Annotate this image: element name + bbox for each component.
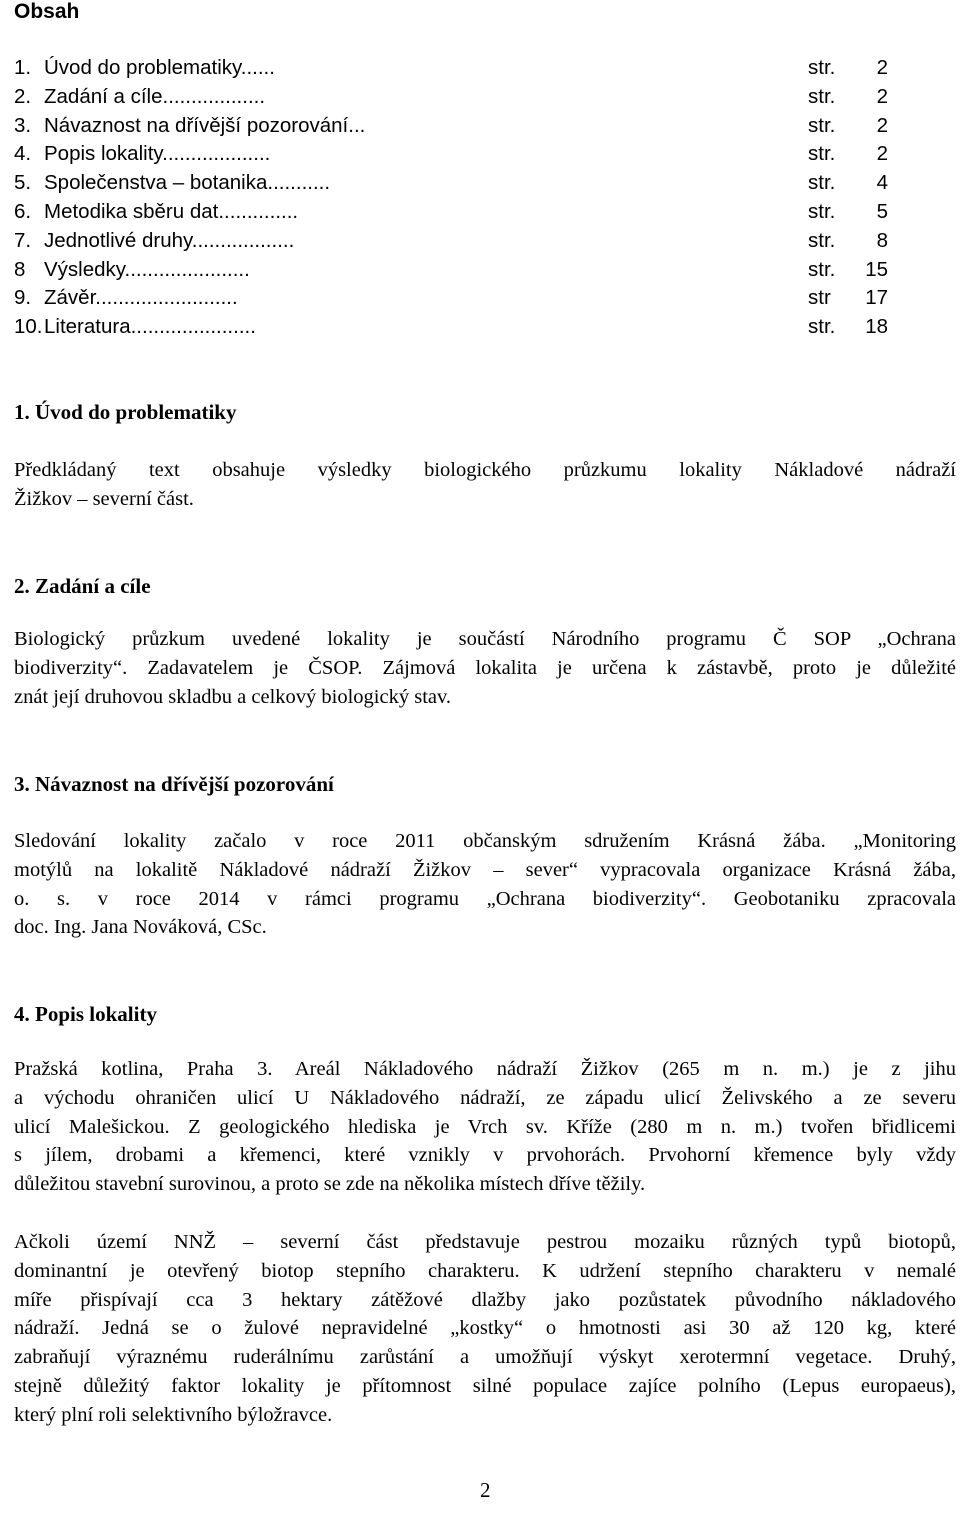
toc-item-str-label: str xyxy=(808,286,831,310)
toc-heading: Obsah xyxy=(14,0,80,23)
toc-item-title xyxy=(44,140,270,169)
toc-item-number: 8 xyxy=(14,257,26,281)
toc-item-leader-dots: ... xyxy=(348,113,366,137)
toc-item-page: 18 xyxy=(865,315,888,339)
paragraph-line: a východu ohraničen ulicí U Nákladového nádraží, ze západu ulicí Želivského a ze severu xyxy=(14,1086,956,1109)
toc-item-title-text: Zadání a cíle xyxy=(44,84,163,108)
toc-item-leader-dots: ......................... xyxy=(95,286,238,310)
toc-item xyxy=(14,313,914,342)
paragraph-line: nádraží. Jedná se o žulové nepravidelné „kostky“ o hmotnosti asi 30 až 120 kg, které xyxy=(14,1317,956,1340)
paragraph-line: s jílem, drobami a křemenci, které vznikly v prvohorách. Prvohorní křemence byly vždy xyxy=(14,1144,956,1167)
paragraph-line: Předkládaný text obsahuje výsledky biologického průzkumu lokality Nákladové nádraží xyxy=(14,459,956,481)
toc-item-page: 8 xyxy=(876,228,888,252)
toc-item-title xyxy=(44,284,238,313)
paragraph-line: Biologický průzkum uvedené lokality je součástí Národního programu Č SOP „Ochrana xyxy=(14,628,956,650)
toc-item-page: 17 xyxy=(865,286,888,310)
toc-item-number: 4. xyxy=(14,142,32,166)
toc-item-title xyxy=(44,198,298,227)
toc-item-str-label: str. xyxy=(808,315,836,339)
toc-item-title xyxy=(44,83,265,112)
toc-item-str-label: str. xyxy=(808,257,836,281)
toc-item-number: 3. xyxy=(14,113,32,137)
toc-item-title-text: Návaznost na dřívější pozorování xyxy=(44,113,349,137)
toc-item xyxy=(14,198,914,227)
section-body-4 xyxy=(14,1055,956,1199)
paragraph-line: o. s. v roce 2014 v rámci programu „Ochrana biodiverzity“. Geobotaniku zpracovala xyxy=(14,887,956,910)
paragraph-line: ulicí Malešickou. Z geologického hlediska je Vrch sv. Kříže (280 m n. m.) tvořen břidlicemi xyxy=(14,1115,956,1138)
section-body-2 xyxy=(14,625,956,711)
toc-item-str-label: str. xyxy=(808,228,836,252)
toc-item xyxy=(14,83,914,112)
paragraph-line: Žižkov – severní část. xyxy=(14,487,194,510)
toc-item-leader-dots: ...................... xyxy=(124,257,250,281)
paragraph-line: míře přispívají cca 3 hektary zátěžové dlažby jako pozůstatek původního nákladového xyxy=(14,1288,956,1311)
toc-item-title xyxy=(44,169,330,198)
paragraph-line: zabraňují výraznému ruderálnímu zarůstání a umožňují výskyt xerotermní vegetace. Druhý, xyxy=(14,1346,956,1369)
toc-item-number: 10. xyxy=(14,315,43,339)
toc-item-leader-dots: ........... xyxy=(267,171,331,195)
paragraph-line: znát její druhovou skladbu a celkový biologický stav. xyxy=(14,685,452,708)
toc-item xyxy=(14,256,914,285)
toc-item-number: 6. xyxy=(14,199,32,223)
paragraph-line: Pražská kotlina, Praha 3. Areál Nákladového nádraží Žižkov (265 m n. m.) je z jihu xyxy=(14,1058,956,1080)
section-heading-1: 1. Úvod do problematiky xyxy=(14,400,237,424)
paragraph-line: který plní roli selektivního býložravce. xyxy=(14,1403,333,1426)
toc-item-leader-dots: ................... xyxy=(162,142,271,166)
toc-item-title-text: Jednotlivé druhy xyxy=(44,228,192,252)
toc-item-title-text: Společenstva – botanika xyxy=(44,171,268,195)
toc-item-str-label: str. xyxy=(808,142,836,166)
paragraph-line: biodiverzity“. Zadavatelem je ČSOP. Zájmová lokalita je určena k zástavbě, proto je důležité xyxy=(14,656,956,679)
toc-item-title-text: Metodika sběru dat xyxy=(44,199,219,223)
toc-item-number: 1. xyxy=(14,56,32,79)
toc-item-page: 2 xyxy=(876,56,888,79)
toc-item-page: 5 xyxy=(876,199,888,223)
toc-item-page: 2 xyxy=(876,142,888,166)
toc-item-title-text: Popis lokality xyxy=(44,142,163,166)
toc-item-title xyxy=(44,313,256,342)
paragraph-line: Ačkoli území NNŽ – severní část představuje pestrou mozaiku různých typů biotopů, xyxy=(14,1231,956,1253)
toc-item-page: 4 xyxy=(876,171,888,195)
section-heading-3: 3. Návaznost na dřívější pozorování xyxy=(14,772,334,796)
toc-item xyxy=(14,54,914,83)
toc-item-title xyxy=(44,112,365,141)
toc-item-number: 2. xyxy=(14,84,32,108)
section-body-3 xyxy=(14,827,956,942)
toc-item xyxy=(14,227,914,256)
section-heading-4: 4. Popis lokality xyxy=(14,1002,157,1026)
toc-item-title xyxy=(44,227,294,256)
toc-item-str-label: str. xyxy=(808,199,836,223)
paragraph-line: doc. Ing. Jana Nováková, CSc. xyxy=(14,916,267,939)
toc-item-number: 5. xyxy=(14,171,32,195)
toc-item-leader-dots: .................. xyxy=(191,228,295,252)
toc-item-leader-dots: ...... xyxy=(240,56,275,79)
paragraph-line: důležitou stavební surovinou, a proto se zde na několika místech dříve těžily. xyxy=(14,1173,646,1196)
toc-item-str-label: str. xyxy=(808,113,836,137)
toc-item-page: 15 xyxy=(865,257,888,281)
paragraph-line: Sledování lokality začalo v roce 2011 občanským sdružením Krásná žába. „Monitoring xyxy=(14,830,956,852)
toc-item-title-text: Závěr xyxy=(44,286,96,310)
toc-item-title xyxy=(44,54,275,83)
toc-item xyxy=(14,140,914,169)
toc-item-number: 9. xyxy=(14,286,32,310)
toc-item-leader-dots: .............. xyxy=(218,199,299,223)
table-of-contents xyxy=(14,54,914,342)
toc-item-page: 2 xyxy=(876,84,888,108)
toc-item xyxy=(14,284,914,313)
paragraph-line: motýlů na lokalitě Nákladové nádraží Žižkov – sever“ vypracovala organizace Krásná žába, xyxy=(14,858,956,881)
section-body-1 xyxy=(14,456,956,514)
toc-item xyxy=(14,169,914,198)
section-heading-2: 2. Zadání a cíle xyxy=(14,574,151,598)
toc-item-str-label: str. xyxy=(808,56,836,79)
toc-item-title-text: Literatura xyxy=(44,315,131,339)
toc-item-title xyxy=(44,256,250,285)
paragraph-line: dominantní je otevřený biotop stepního charakteru. K udržení stepního charakteru v nemalé xyxy=(14,1259,956,1282)
toc-item-leader-dots: .................. xyxy=(162,84,266,108)
toc-item-number: 7. xyxy=(14,228,32,252)
toc-item-leader-dots: ...................... xyxy=(130,315,256,339)
toc-item-title-text: Výsledky xyxy=(44,257,125,281)
toc-item-title-text: Úvod do problematiky xyxy=(44,56,241,79)
toc-item-page: 2 xyxy=(876,113,888,137)
page-number: 2 xyxy=(480,1478,491,1502)
toc-item xyxy=(14,112,914,141)
paragraph-line: stejně důležitý faktor lokality je přítomnost silné populace zajíce polního (Lepus europaeus), xyxy=(14,1374,956,1397)
toc-item-str-label: str. xyxy=(808,171,836,195)
toc-item-str-label: str. xyxy=(808,84,836,108)
section-body-4-continued xyxy=(14,1228,956,1430)
